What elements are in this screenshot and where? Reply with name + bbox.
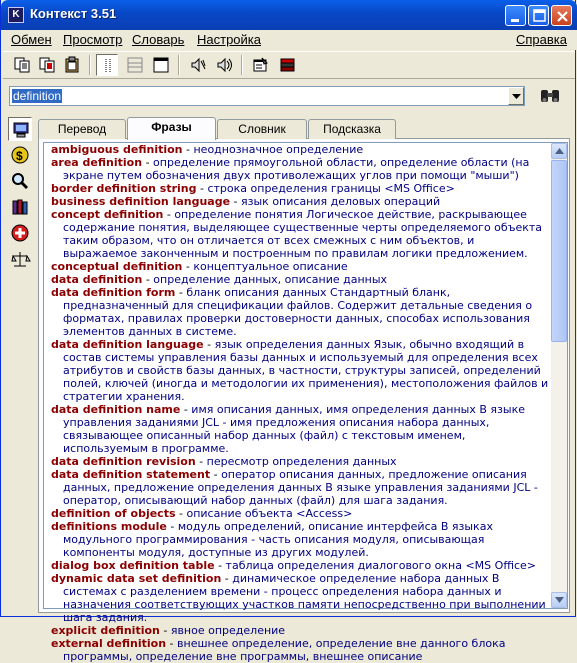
phrase-separator: - bbox=[163, 208, 175, 221]
menu-nastroyka[interactable]: Настройка bbox=[197, 32, 261, 47]
clipboard-icon bbox=[63, 56, 81, 74]
phrase-definition: строка определения границы <MS Office> bbox=[207, 182, 455, 195]
phrase-separator: - bbox=[180, 403, 192, 416]
phrase-entry[interactable] bbox=[51, 637, 549, 663]
binoculars-icon bbox=[538, 85, 562, 107]
phrase-entry[interactable] bbox=[51, 143, 549, 156]
books-icon bbox=[11, 198, 29, 216]
chevron-down-icon bbox=[555, 597, 564, 603]
phrase-separator: - bbox=[196, 182, 208, 195]
menu-help[interactable]: Справка bbox=[516, 32, 567, 47]
side-tool-science[interactable] bbox=[8, 169, 32, 193]
phrases-list[interactable] bbox=[43, 142, 551, 663]
side-tool-law[interactable] bbox=[8, 247, 32, 271]
phrase-entry[interactable] bbox=[51, 182, 549, 195]
phrase-separator: - bbox=[214, 559, 226, 572]
phrase-entry[interactable] bbox=[51, 559, 549, 572]
phrase-separator: - bbox=[182, 143, 194, 156]
side-toolbar bbox=[8, 117, 32, 277]
phrase-entry[interactable] bbox=[51, 338, 549, 403]
phrase-entry[interactable] bbox=[51, 455, 549, 468]
phrase-definition: язык определения данных Язык, обычно входящий в состав системы управления базы данных и используемый для определения всех атрибутов и свойств базы данных, в частности, структуры записей, определений полей, ключей (иногда и методологии их применения), местоположения файлов и стратегии хранения. bbox=[63, 338, 549, 403]
phrase-term: concept definition bbox=[51, 208, 164, 221]
phrase-definition: модуль определений, описание интерфейса В языках модульного программирования - часть описания модуля, описывающая компоненты модуля, доступные из других модулей. bbox=[63, 520, 493, 559]
phrase-definition: имя описания данных, имя определения данных В языке управления заданиями JCL - имя предложения описания набора данных, связывающее описанный набор данных (файл) с текстовым именем, используемым в программе. bbox=[63, 403, 525, 455]
menu-slovar[interactable]: Словарь bbox=[132, 32, 185, 47]
speak-alt-button[interactable] bbox=[213, 54, 235, 76]
phrase-term: business definition language bbox=[51, 195, 231, 208]
phrase-separator: - bbox=[203, 338, 215, 351]
phrase-term: conceptual definition bbox=[51, 260, 183, 273]
tab-frazy[interactable]: Фразы bbox=[127, 117, 216, 140]
tab-slovnik[interactable]: Словник bbox=[217, 119, 307, 139]
toolbar bbox=[3, 51, 575, 79]
scroll-up-button[interactable] bbox=[551, 143, 567, 159]
phrase-definition: описание объекта <Access> bbox=[186, 507, 353, 520]
app-logo-icon: K bbox=[8, 7, 24, 23]
phrase-term: data definition language bbox=[51, 338, 204, 351]
search-input[interactable] bbox=[9, 86, 525, 106]
magnifier-icon bbox=[11, 172, 29, 190]
phrase-term: data definition name bbox=[51, 403, 181, 416]
scrollbar-thumb[interactable] bbox=[551, 160, 567, 342]
phrase-separator: - bbox=[230, 195, 242, 208]
phrase-entry[interactable] bbox=[51, 520, 549, 559]
phrase-separator: - bbox=[175, 507, 187, 520]
phrase-term: dynamic data set definition bbox=[51, 572, 222, 585]
phrase-entry[interactable] bbox=[51, 195, 549, 208]
paste-icon bbox=[38, 56, 56, 74]
speak-button[interactable] bbox=[187, 54, 209, 76]
tab-strip bbox=[38, 117, 568, 139]
phrase-entry[interactable] bbox=[51, 403, 549, 455]
search-input-value[interactable]: definition bbox=[13, 89, 62, 103]
phrase-separator: - bbox=[142, 156, 154, 169]
medical-cross-icon bbox=[11, 224, 29, 242]
phrase-definition: неоднозначное определение bbox=[193, 143, 364, 156]
close-button[interactable] bbox=[551, 5, 572, 26]
scales-icon bbox=[11, 250, 29, 268]
side-tool-medicine[interactable] bbox=[8, 221, 32, 245]
phrase-definition: оператор описания данных, предложение описания данных, предложение определения данных В языке управления заданиями JCL - оператор, описывающий набор данных (файл) для шага задания. bbox=[63, 468, 538, 507]
phrase-definition: определение данных, описание данных bbox=[153, 273, 388, 286]
phrase-separator: - bbox=[195, 455, 207, 468]
paste-button[interactable] bbox=[36, 54, 58, 76]
search-dropdown-button[interactable] bbox=[508, 87, 524, 105]
phrase-definition: таблица определения диалогового окна <MS Office> bbox=[225, 559, 536, 572]
phrase-separator: - bbox=[166, 637, 178, 650]
speaker-alt-icon bbox=[215, 56, 233, 74]
phrase-entry[interactable] bbox=[51, 507, 549, 520]
clipboard-button[interactable] bbox=[61, 54, 83, 76]
phrase-entry[interactable] bbox=[51, 624, 549, 637]
phrase-term: definitions module bbox=[51, 520, 167, 533]
vertical-scrollbar[interactable] bbox=[551, 142, 568, 609]
phrase-term: data definition statement bbox=[51, 468, 211, 481]
menu-prosmotr[interactable]: Просмотр bbox=[63, 32, 123, 47]
search-row bbox=[1, 83, 577, 113]
single-pane-button[interactable] bbox=[96, 54, 118, 76]
side-tool-economics[interactable] bbox=[8, 143, 32, 167]
find-button[interactable] bbox=[538, 85, 562, 107]
menu-bar bbox=[1, 30, 577, 50]
phrase-term: definition of objects bbox=[51, 507, 176, 520]
dictionaries-button[interactable] bbox=[277, 54, 299, 76]
single-pane-icon bbox=[99, 57, 117, 75]
phrase-term: border definition string bbox=[51, 182, 197, 195]
window-pane-icon bbox=[152, 56, 170, 74]
phrase-entry[interactable] bbox=[51, 208, 549, 260]
phrase-separator: - bbox=[175, 286, 187, 299]
speaker-icon bbox=[189, 56, 207, 74]
svg-text:$: $ bbox=[16, 149, 23, 163]
chevron-up-icon bbox=[555, 148, 564, 154]
phrase-entry[interactable] bbox=[51, 273, 549, 286]
phrase-definition: бланк описания данных Стандартный бланк, предназначенный для спецификации файлов. Содержит детальные сведения о форматах, правилах проверки достоверности данных, способах использования элементов данных в системе. bbox=[63, 286, 533, 338]
phrase-entry[interactable] bbox=[51, 572, 549, 624]
monitor-icon bbox=[12, 121, 30, 139]
window-pane-button[interactable] bbox=[150, 54, 172, 76]
phrase-definition: внешнее определение, определение вне данного блока программы, определение вне программы, внешнее описание bbox=[63, 637, 506, 663]
phrase-definition: пересмотр определения данных bbox=[206, 455, 397, 468]
copy-icon bbox=[13, 56, 31, 74]
book-stack-icon bbox=[279, 56, 297, 74]
toolbar-separator bbox=[241, 55, 243, 75]
properties-button[interactable] bbox=[250, 54, 272, 76]
phrase-definition: динамическое определение набора данных В системах с разделением времени - процесс определения набора данных и назначения соответствующих участков памяти непосредственно при выполнении шага задания. bbox=[63, 572, 546, 624]
copy-button[interactable] bbox=[11, 54, 33, 76]
phrase-term: area definition bbox=[51, 156, 143, 169]
minimize-button[interactable] bbox=[505, 5, 526, 26]
scroll-down-button[interactable] bbox=[551, 592, 567, 608]
phrase-definition: определение прямоугольной области, определение области (на экране путем обозначения двух противолежащих углов при помощи "мыши") bbox=[63, 156, 530, 182]
phrase-entry[interactable] bbox=[51, 260, 549, 273]
phrase-term: data definition form bbox=[51, 286, 176, 299]
phrase-separator: - bbox=[182, 260, 194, 273]
split-pane-button[interactable] bbox=[124, 54, 146, 76]
toolbar-separator bbox=[89, 55, 91, 75]
phrase-term: data definition revision bbox=[51, 455, 196, 468]
maximize-button[interactable] bbox=[528, 5, 549, 26]
phrase-definition: явное определение bbox=[170, 624, 286, 637]
phrase-separator: - bbox=[210, 468, 222, 481]
menu-obmen[interactable]: Обмен bbox=[11, 32, 52, 47]
tab-perevod[interactable]: Перевод bbox=[38, 119, 126, 139]
phrase-entry[interactable] bbox=[51, 468, 549, 507]
dollar-icon bbox=[11, 146, 29, 164]
phrase-separator: - bbox=[159, 624, 171, 637]
phrase-separator: - bbox=[221, 572, 233, 585]
phrase-term: explicit definition bbox=[51, 624, 160, 637]
toolbar-separator bbox=[178, 55, 180, 75]
side-tool-library[interactable] bbox=[8, 195, 32, 219]
chevron-down-icon bbox=[512, 94, 521, 99]
phrase-entry[interactable] bbox=[51, 156, 549, 182]
split-pane-icon bbox=[126, 56, 144, 74]
phrase-definition: концептуальное описание bbox=[193, 260, 348, 273]
phrase-definition: определение понятия Логическое действие, раскрывающее содержание понятия, выделяющее существенные черты определяемого объекта таким образом, что он отличается от всех смежных с ним объектов, и выражаемое законченным и построенным по правилам логики предложением. bbox=[63, 208, 543, 260]
side-tool-computers[interactable] bbox=[8, 117, 32, 141]
phrase-definition: язык описания деловых операций bbox=[241, 195, 441, 208]
phrase-term: ambiguous definition bbox=[51, 143, 183, 156]
phrase-entry[interactable] bbox=[51, 286, 549, 338]
phrase-term: data definition bbox=[51, 273, 143, 286]
properties-icon bbox=[252, 56, 270, 74]
phrase-term: dialog box definition table bbox=[51, 559, 215, 572]
title-bar[interactable] bbox=[1, 0, 577, 30]
phrase-term: external definition bbox=[51, 637, 167, 650]
window-title: Контекст 3.51 bbox=[30, 6, 117, 21]
phrase-separator: - bbox=[166, 520, 178, 533]
phrase-separator: - bbox=[142, 273, 154, 286]
tab-podskazka[interactable]: Подсказка bbox=[308, 119, 396, 139]
phrase-entries bbox=[51, 143, 549, 663]
